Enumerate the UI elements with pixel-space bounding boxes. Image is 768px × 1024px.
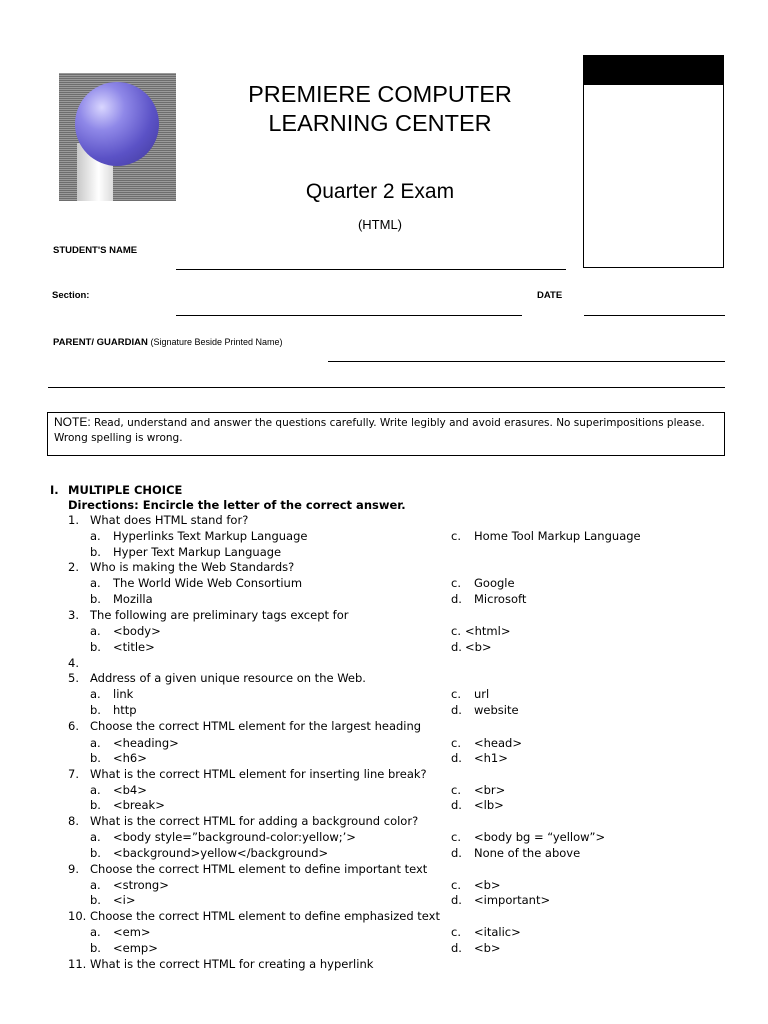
- choice-text: <background>yellow</background>: [113, 846, 329, 860]
- question-number: 7.: [68, 767, 79, 781]
- choice-letter[interactable]: b.: [90, 545, 101, 559]
- question-text: What is the correct HTML for adding a background color?: [90, 814, 419, 828]
- choice-letter[interactable]: a.: [90, 624, 101, 638]
- exam-subtitle: (HTML): [357, 217, 403, 232]
- choice-letter[interactable]: b.: [90, 640, 101, 654]
- choice-letter[interactable]: d.: [451, 703, 462, 717]
- choice-text: Mozilla: [113, 592, 153, 606]
- choice-text: <b>: [474, 941, 501, 955]
- date-line[interactable]: [584, 315, 725, 316]
- note-line2: Wrong spelling is wrong.: [54, 432, 183, 444]
- choice-text: url: [474, 687, 490, 701]
- question-text: Choose the correct HTML element to define important text: [90, 862, 428, 876]
- choice-text: <lb>: [474, 798, 504, 812]
- question-number: 2.: [68, 560, 79, 574]
- school-name-line1: PREMIERE COMPUTER: [248, 81, 512, 107]
- choice-letter[interactable]: d.: [451, 893, 462, 907]
- choice-letter[interactable]: c.: [451, 830, 461, 844]
- choice-letter[interactable]: b.: [90, 893, 101, 907]
- logo-sphere: [75, 82, 159, 166]
- question-number: 4.: [68, 656, 79, 670]
- choice-text: <b>: [465, 640, 492, 654]
- choice-text: <title>: [113, 640, 155, 654]
- choice-text: <br>: [474, 783, 506, 797]
- parent-guardian-note: (Signature Beside Printed Name): [150, 337, 283, 347]
- question-number: 11.: [68, 957, 87, 971]
- choice-letter[interactable]: d.: [451, 798, 462, 812]
- choice-letter[interactable]: c.: [451, 783, 461, 797]
- question-number: 10.: [68, 909, 87, 923]
- choice-text: <em>: [113, 925, 151, 939]
- student-name-line[interactable]: [176, 269, 566, 270]
- student-name-label: STUDENT'S NAME: [53, 245, 138, 256]
- choice-text: <emp>: [113, 941, 158, 955]
- choice-text: Hyper Text Markup Language: [113, 545, 282, 559]
- choice-text: Hyperlinks Text Markup Language: [113, 529, 308, 543]
- parent-signature-line[interactable]: [328, 361, 725, 362]
- question-text: What does HTML stand for?: [90, 513, 249, 527]
- question-text: Choose the correct HTML element to define emphasized text: [90, 909, 440, 923]
- note-text: Read, understand and answer the questions carefully. Write legibly and avoid erasures. No superimpositions please.: [90, 417, 705, 429]
- part-directions: Directions: Encircle the letter of the correct answer.: [68, 498, 406, 512]
- choice-letter[interactable]: a.: [90, 529, 101, 543]
- photo-box: [583, 55, 724, 268]
- section-line[interactable]: [176, 315, 522, 316]
- choice-text: Microsoft: [474, 592, 527, 606]
- choice-letter[interactable]: a.: [90, 736, 101, 750]
- section-label: Section:: [52, 290, 90, 301]
- choice-letter[interactable]: a.: [90, 830, 101, 844]
- choice-letter[interactable]: c.: [451, 624, 461, 638]
- choice-text: <italic>: [474, 925, 521, 939]
- choice-letter[interactable]: d.: [451, 640, 462, 654]
- question-text: What is the correct HTML element for inserting line break?: [90, 767, 427, 781]
- choice-letter[interactable]: a.: [90, 878, 101, 892]
- choice-letter[interactable]: c.: [451, 878, 461, 892]
- choice-text: <head>: [474, 736, 522, 750]
- choice-text: <body style=”background-color:yellow;’>: [113, 830, 356, 844]
- choice-letter[interactable]: b.: [90, 798, 101, 812]
- choice-letter[interactable]: d.: [451, 941, 462, 955]
- choice-text: Home Tool Markup Language: [474, 529, 641, 543]
- logo: [59, 73, 176, 201]
- choice-text: Google: [474, 576, 515, 590]
- choice-letter[interactable]: a.: [90, 576, 101, 590]
- note-line1: [54, 415, 718, 431]
- choice-text: <i>: [113, 893, 136, 907]
- choice-text: <body bg = “yellow”>: [474, 830, 606, 844]
- note-box: [47, 412, 725, 456]
- choice-letter[interactable]: d.: [451, 751, 462, 765]
- choice-letter[interactable]: c.: [451, 736, 461, 750]
- choice-letter[interactable]: d.: [451, 846, 462, 860]
- choice-text: <body>: [113, 624, 161, 638]
- choice-letter[interactable]: a.: [90, 925, 101, 939]
- choice-text: <h6>: [113, 751, 147, 765]
- choice-text: <h1>: [474, 751, 508, 765]
- choice-text: website: [474, 703, 519, 717]
- question-number: 6.: [68, 719, 79, 733]
- question-text: Address of a given unique resource on the Web.: [90, 671, 366, 685]
- choice-text: <html>: [465, 624, 511, 638]
- school-name-line2: LEARNING CENTER: [268, 110, 492, 136]
- choice-text: link: [113, 687, 134, 701]
- choice-letter[interactable]: b.: [90, 846, 101, 860]
- choice-text: <strong>: [113, 878, 169, 892]
- parent-guardian-label: [53, 337, 283, 348]
- part-title: MULTIPLE CHOICE: [68, 483, 183, 497]
- choice-letter[interactable]: a.: [90, 783, 101, 797]
- choice-letter[interactable]: c.: [451, 529, 461, 543]
- question-number: 5.: [68, 671, 79, 685]
- question-text: The following are preliminary tags except for: [90, 608, 349, 622]
- choice-text: <b>: [474, 878, 501, 892]
- choice-letter[interactable]: c.: [451, 925, 461, 939]
- exam-title: Quarter 2 Exam: [305, 180, 455, 203]
- choice-text: http: [113, 703, 137, 717]
- school-name: [200, 80, 560, 138]
- question-number: 8.: [68, 814, 79, 828]
- question-number: 1.: [68, 513, 79, 527]
- choice-letter[interactable]: b.: [90, 703, 101, 717]
- question-number: 3.: [68, 608, 79, 622]
- question-text: Choose the correct HTML element for the largest heading: [90, 719, 422, 733]
- parent-guardian-label-text: PARENT/ GUARDIAN: [53, 337, 148, 348]
- choice-text: <break>: [113, 798, 165, 812]
- photo-box-header: [584, 56, 723, 85]
- choice-text: <heading>: [113, 736, 179, 750]
- question-text: What is the correct HTML for creating a hyperlink: [90, 957, 374, 971]
- question-text: Who is making the Web Standards?: [90, 560, 295, 574]
- choice-letter[interactable]: c.: [451, 687, 461, 701]
- date-label: DATE: [537, 290, 563, 301]
- choice-letter[interactable]: b.: [90, 751, 101, 765]
- choice-letter[interactable]: d.: [451, 592, 462, 606]
- divider: [48, 387, 725, 388]
- choice-letter[interactable]: b.: [90, 592, 101, 606]
- question-number: 9.: [68, 862, 79, 876]
- choice-text: <b4>: [113, 783, 147, 797]
- choice-text: <important>: [474, 893, 551, 907]
- choice-letter[interactable]: c.: [451, 576, 461, 590]
- choice-text: None of the above: [474, 846, 581, 860]
- choice-letter[interactable]: a.: [90, 687, 101, 701]
- part-number: I.: [50, 483, 59, 497]
- note-label: NOTE:: [54, 415, 91, 429]
- choice-text: The World Wide Web Consortium: [113, 576, 303, 590]
- choice-letter[interactable]: b.: [90, 941, 101, 955]
